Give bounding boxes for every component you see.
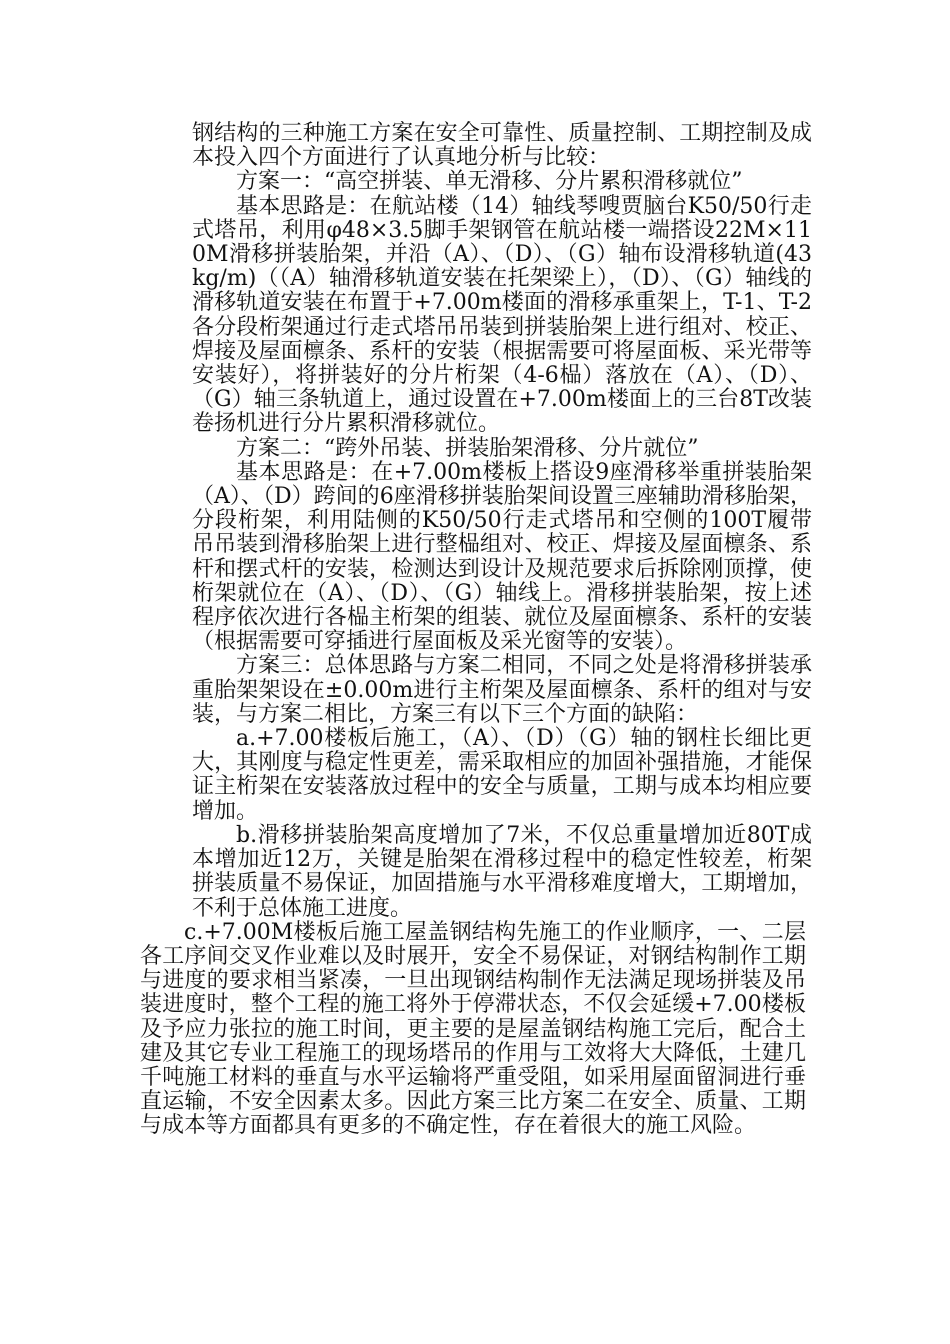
plan-one-description: 基本思路是：在航站楼（14）轴线琴嗖贾脑台K50/50行走式塔吊，利用φ48×3.5脚手架钢管在航站楼一端搭设22M×110M滑移拼装胎架，并沿（A）、（D）、（G）轴布设滑移轨道(43kg/m)（（A）轴滑移轨道安装在托架梁上），（D）、（G）轴线的滑移轨道安装在布置于+7.00m楼面的滑移承重架上，T-1、T-2各分段桁架通过行走式塔吊吊装到拼装胎架上进行组对、校正、焊接及屋面檩条、系杆的安装（根据需要可将屋面板、采光带等安装好），将拼装好的分片桁架（4-6榀）落放在（A）、（D）、（G）轴三条轨道上，通过设置在+7.00m楼面上的三台8T改装卷扬机进行分片累积滑移就位。 [192, 193, 812, 437]
plan-one-title: 方案一：“高空拼装、单无滑移、分片累积滑移就位” [236, 169, 743, 195]
defect-a-paragraph: a.+7.00楼板后施工，（A）、（D）（G）轴的钢柱长细比更大，其刚度与稳定性更差，需采取相应的加固补强措施，才能保证主桁架在安装落放过程中的安全与质量，工期与成本均相应要增加。 [192, 726, 812, 824]
defect-c-paragraph: c.+7.00M楼板后施工屋盖钢结构先施工的作业顺序，一、二层各工序间交叉作业难以及时展开，安全不易保证，对钢结构制作工期与进度的要求相当紧凑，一旦出现钢结构制作无法满足现场拼装及吊装进度时，整个工程的施工将外于停滞状态，不仅会延缓+7.00楼板及予应力张拉的施工时间，更主要的是屋盖钢结构施工完后，配合土建及其它专业工程施工的现场塔吊的作用与工效将大大降低，土建几千吨施工材料的垂直与水平运输将严重受阻，如采用屋面留洞进行垂直运输，不安全因素太多。因此方案三比方案二在安全、质量、工期与成本等方面都具有更多的不确定性，存在着很大的施工风险。 [140, 919, 806, 1139]
defect-b-paragraph: b.滑移拼装胎架高度增加了7米，不仅总重量增加近80T成本增加近12万，关键是胎架在滑移过程中的稳定性较差，桁架拼装质量不易保证，加固措施与水平滑移难度增大，工期增加，不利于总体施工进度。 [192, 822, 812, 921]
plan-two-title: 方案二：“跨外吊装、拼装胎架滑移、分片就位” [236, 435, 699, 461]
plan-two-description: 基本思路是：在+7.00m楼板上搭设9座滑移举重拼装胎架（A）、（D）跨间的6座滑移拼装胎架间设置三座辅助滑移胎架，分段桁架，利用陆侧的K50/50行走式塔吊和空侧的100T履带吊吊装到滑移胎架上进行整榀组对、校正、焊接及屋面檩条、系杆和摆式杆的安装，检测达到设计及规范要求后拆除刚顶撑，使桁架就位在（A）、（D）、（G）轴线上。滑移拼装胎架，按上述程序依次进行各榀主桁架的组装、就位及屋面檩条、系杆的安装（根据需要可穿插进行屋面板及采光窗等的安装）。 [192, 459, 812, 655]
intro-paragraph: 钢结构的三种施工方案在安全可靠性、质量控制、工期控制及成本投入四个方面进行了认真地分析与比较： [192, 121, 812, 171]
document-body [140, 121, 812, 1139]
plan-three-description: 方案三：总体思路与方案二相同，不同之处是将滑移拼装承重胎架架设在±0.00m进行主桁架及屋面檩条、系杆的组对与安装，与方案二相比，方案三有以下三个方面的缺陷： [192, 653, 812, 727]
